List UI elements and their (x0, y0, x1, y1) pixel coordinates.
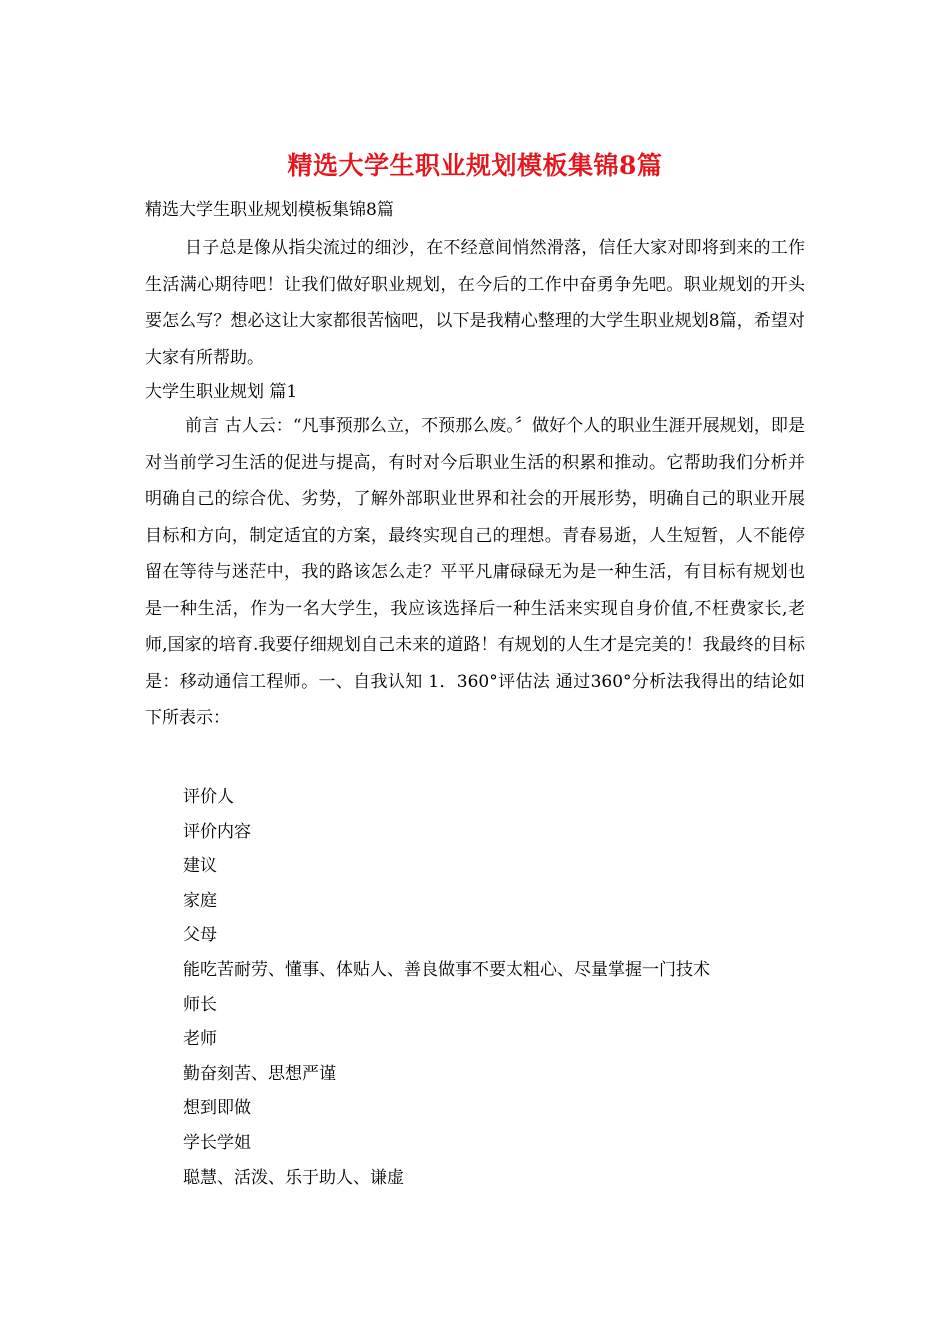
section-heading: 大学生职业规划 篇1 (145, 382, 298, 402)
list-item: 想到即做 (183, 1098, 251, 1119)
list-item: 能吃苦耐劳、懂事、体贴人、善良做事不要太粗心、尽量掌握一门技术 (183, 959, 710, 980)
list-item: 学长学姐 (183, 1132, 251, 1153)
body-paragraph: 前言 古人云：“凡事预那么立，不预那么废。〞做好个人的职业生涯开展规划，即是对当前学习生活的促进与提高，有时对今后职业生活的积累和推动。它帮助我们分析并明确自己的综合优、劣势，了解外部职业世界和社会的开展形势，明确自己的职业开展目标和方向，制定适宜的方案，最终实现自己的理想。青春易逝，人生短暂，人不能停留在等待与迷茫中，我的路该怎么走？平平凡庸碌碌无为是一种生活，有目标有规划也是一种生活，作为一名大学生，我应该选择后一种生活来实现自身价值,不枉费家长,老师,国家的培育.我要仔细规划自己未来的道路！有规划的人生才是完美的！我最终的目标是：移动通信工程师。一、自我认知 1．360°评估法 通过360°分析法我得出的结论如下所表示： (145, 416, 805, 728)
list-item: 老师 (183, 1029, 217, 1050)
list-item: 评价内容 (183, 821, 251, 842)
document-subtitle: 精选大学生职业规划模板集锦8篇 (145, 200, 394, 220)
intro-paragraph: 日子总是像从指尖流过的细沙，在不经意间悄然滑落，信任大家对即将到来的工作生活满心期待吧！让我们做好职业规划，在今后的工作中奋勇争先吧。职业规划的开头要怎么写？想必这让大家都很苦恼吧，以下是我精心整理的大学生职业规划8篇，希望对大家有所帮助。 (145, 238, 805, 368)
document-title: 精选大学生职业规划模板集锦8篇 (287, 151, 663, 180)
list-item: 勤奋刻苦、思想严谨 (183, 1063, 336, 1084)
list-item: 评价人 (183, 787, 234, 807)
list-item: 家庭 (183, 890, 217, 911)
list-item: 建议 (183, 856, 217, 877)
evaluation-list (183, 783, 710, 1198)
list-item: 聪慧、活泼、乐于助人、谦虚 (183, 1167, 404, 1188)
list-item: 父母 (183, 925, 217, 946)
list-item: 师长 (183, 994, 217, 1015)
